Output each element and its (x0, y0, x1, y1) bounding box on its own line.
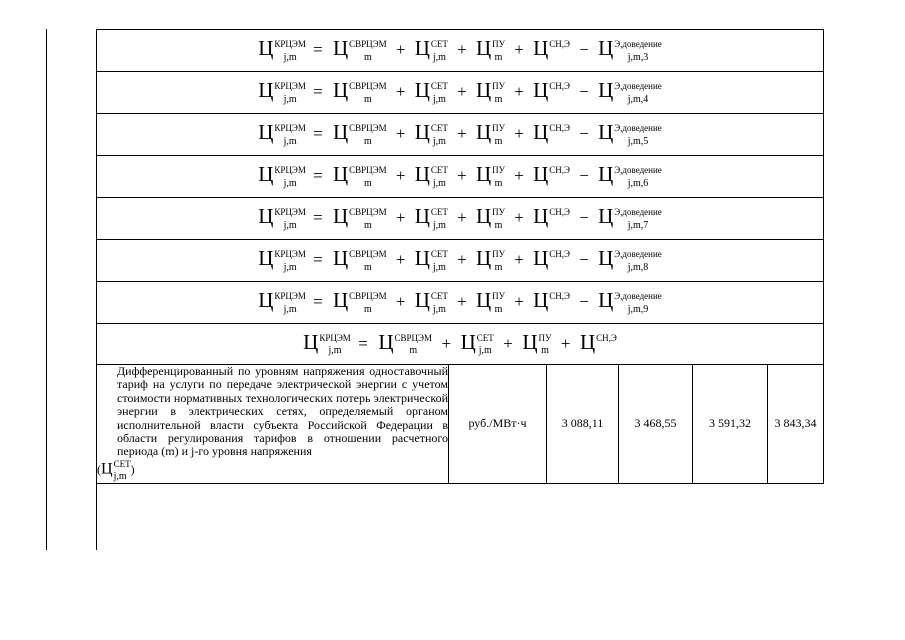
formula: Ц КРЦЭМ j,m = Ц СВРЦЭМ m + Ц СЕТ j,m + Ц ПУ m + Ц СН,Э − Ц Э,доведение j,m,5 (258, 119, 662, 147)
formula-row-6 (97, 240, 824, 282)
formula-cell (97, 114, 824, 156)
tariff-value-3: 3 591,32 (693, 365, 768, 484)
tariff-value-1: 3 088,11 (547, 365, 619, 484)
tariff-value-2: 3 468,55 (619, 365, 693, 484)
formula-row-4 (97, 156, 824, 198)
formula-cell (97, 72, 824, 114)
tariff-formula-table (96, 29, 824, 484)
formula-cell (97, 198, 824, 240)
formula: Ц КРЦЭМ j,m = Ц СВРЦЭМ m + Ц СЕТ j,m + Ц ПУ m + Ц СН,Э − Ц Э,доведение j,m,8 (258, 245, 662, 273)
left-margin-line (46, 29, 47, 550)
formula-cell (97, 324, 824, 365)
formula-row-final (97, 324, 824, 365)
formula-row-1 (97, 30, 824, 72)
formula: Ц КРЦЭМ j,m = Ц СВРЦЭМ m + Ц СЕТ j,m + Ц ПУ m + Ц СН,Э − Ц Э,доведение j,m,3 (258, 35, 662, 63)
formula: Ц КРЦЭМ j,m = Ц СВРЦЭМ m + Ц СЕТ j,m + Ц ПУ m + Ц СН,Э − Ц Э,доведение j,m,7 (258, 203, 662, 231)
tariff-description: Дифференцированный по уровням напряжения одноставочный тариф на услуги по передаче электрической энергии с учетом стоимости нормативных технологических потерь электрической энергии в электрических сетях, определяемый органом исполнительной власти субъекта Российской Федерации в области регулирования тарифов в отношении расчетного периода (m) и j-го уровня напряжения (117, 364, 448, 459)
unit-cell: руб./МВт·ч (449, 365, 547, 484)
tariff-symbol: (Ц СЕТ j,m ) (97, 458, 135, 483)
formula: Ц КРЦЭМ j,m = Ц СВРЦЭМ m + Ц СЕТ j,m + Ц ПУ m + Ц СН,Э − Ц Э,доведение j,m,9 (258, 287, 662, 315)
tariff-description-cell (97, 365, 449, 484)
formula-cell (97, 240, 824, 282)
formula-row-7 (97, 282, 824, 324)
formula-cell (97, 282, 824, 324)
tariff-value-4: 3 843,34 (768, 365, 824, 484)
formula-row-3 (97, 114, 824, 156)
tariff-row (97, 365, 824, 484)
formula-cell (97, 30, 824, 72)
formula: Ц КРЦЭМ j,m = Ц СВРЦЭМ m + Ц СЕТ j,m + Ц ПУ m + Ц СН,Э − Ц Э,доведение j,m,4 (258, 77, 662, 105)
formula: Ц КРЦЭМ j,m = Ц СВРЦЭМ m + Ц СЕТ j,m + Ц ПУ m + Ц СН,Э (303, 329, 617, 356)
formula-row-2 (97, 72, 824, 114)
formula: Ц КРЦЭМ j,m = Ц СВРЦЭМ m + Ц СЕТ j,m + Ц ПУ m + Ц СН,Э − Ц Э,доведение j,m,6 (258, 161, 662, 189)
formula-cell (97, 156, 824, 198)
formula-row-5 (97, 198, 824, 240)
